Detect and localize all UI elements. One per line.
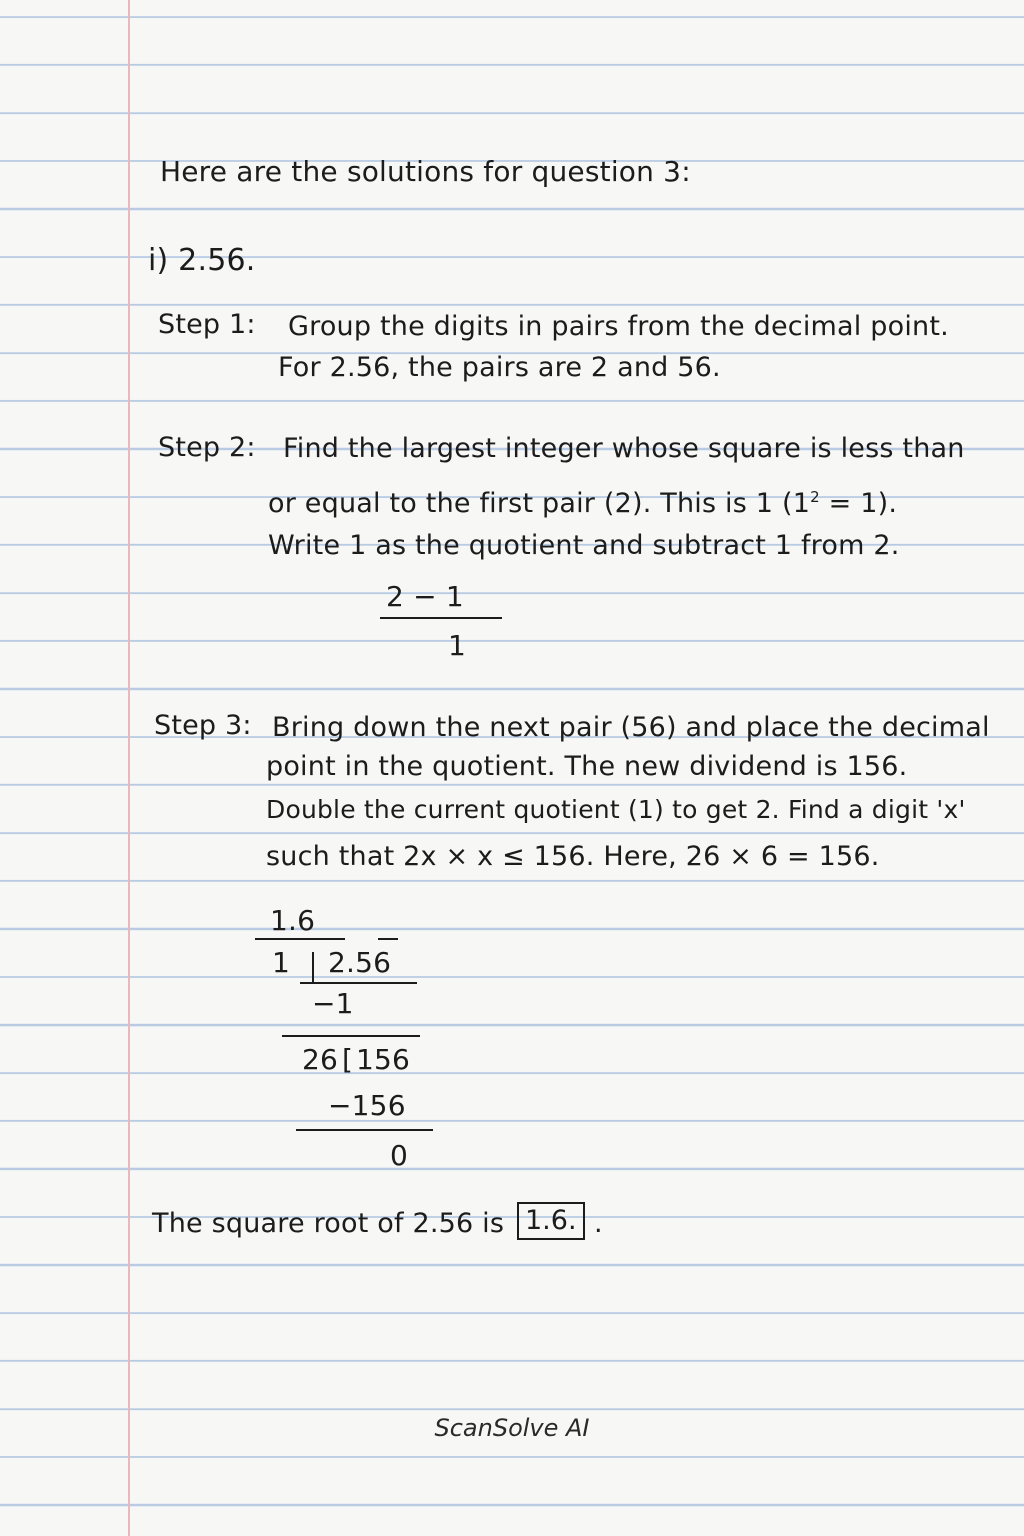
step1-label: Step 1: — [158, 309, 256, 340]
step3-line4: such that 2x × x ≤ 156. Here, 26 × 6 = 156. — [266, 841, 880, 872]
footer-watermark: ScanSolve AI — [434, 1414, 590, 1442]
step2-line3: Write 1 as the quotient and subtract 1 from 2. — [268, 530, 900, 561]
step2-line1: Find the largest integer whose square is less than — [283, 433, 965, 464]
answer-box: 1.6. — [517, 1202, 585, 1240]
step3-line3: Double the current quotient (1) to get 2. Find a digit 'x' — [266, 795, 966, 824]
step2-calc-rule — [380, 617, 502, 619]
division-dividend-rule — [300, 982, 417, 984]
step3-line1: Bring down the next pair (56) and place the decimal — [272, 712, 990, 743]
conclusion-text: The square root of 2.56 is — [152, 1208, 505, 1239]
step2-calc-bottom: 1 — [448, 629, 467, 662]
division-rule2 — [282, 1035, 420, 1037]
division-bracket2: [ — [342, 1043, 354, 1076]
division-bracket-vertical — [312, 952, 314, 982]
division-subtract1: −1 — [312, 987, 354, 1020]
division-remainder: 0 — [390, 1139, 409, 1172]
heading: Here are the solutions for question 3: — [160, 155, 691, 188]
step3-label: Step 3: — [154, 710, 252, 741]
division-divisor: 1 — [272, 946, 291, 979]
step2-line2-a: or equal to the first pair (2). This is 1 (1 — [268, 488, 811, 519]
step3-line2: point in the quotient. The new dividend is 156. — [266, 751, 908, 782]
division-overbar — [378, 938, 398, 940]
division-quotient-rule — [255, 938, 345, 940]
division-subtract2: −156 — [328, 1089, 406, 1122]
step2-line2-b: = 1). — [819, 488, 898, 519]
step2-calc-top: 2 − 1 — [386, 580, 464, 613]
step2-exponent: 2 — [810, 488, 820, 506]
division-rule3 — [296, 1129, 433, 1131]
division-dividend: 2.56 — [328, 946, 392, 979]
conclusion-period: . — [594, 1208, 603, 1239]
part-label: i) 2.56. — [148, 243, 256, 278]
division-divisor2: 26 — [302, 1043, 339, 1076]
step2-label: Step 2: — [158, 432, 256, 463]
step1-line2: For 2.56, the pairs are 2 and 56. — [278, 352, 721, 383]
margin-line — [128, 0, 130, 1536]
division-quotient: 1.6 — [270, 904, 316, 937]
step1-line1: Group the digits in pairs from the decimal point. — [288, 311, 949, 342]
step2-line2 — [268, 480, 897, 521]
division-dividend2: 156 — [356, 1043, 411, 1076]
